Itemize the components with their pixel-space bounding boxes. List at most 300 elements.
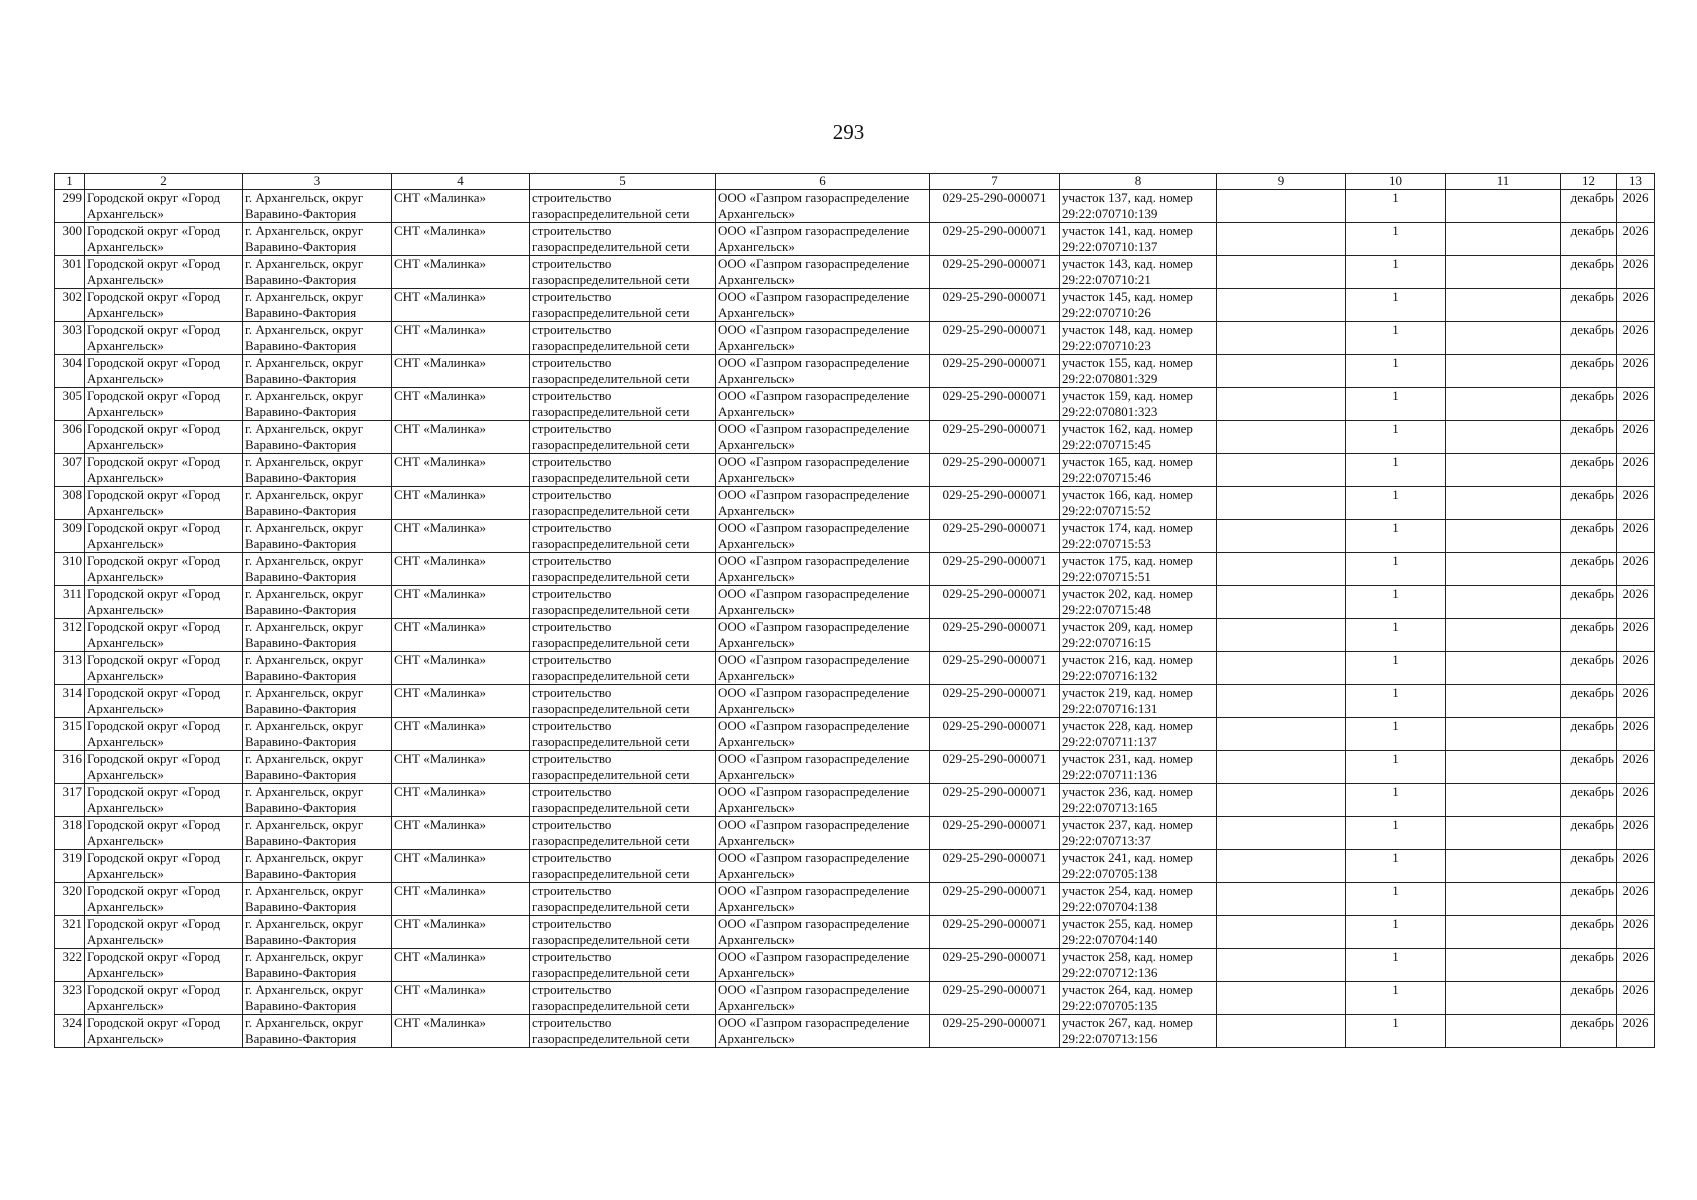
table-cell-empty	[1446, 223, 1561, 256]
table-cell	[530, 982, 716, 1015]
table-cell	[716, 223, 930, 256]
table-row	[55, 289, 1655, 322]
table-cell	[716, 388, 930, 421]
cell-line: ООО «Газпром газораспределение	[718, 619, 910, 634]
cell-line: Варавино-Фактория	[245, 470, 357, 485]
table-cell	[243, 322, 392, 355]
table-cell: 309	[55, 520, 85, 553]
cell-line: Архангельск»	[87, 569, 164, 584]
table-cell	[716, 619, 930, 652]
table-cell	[716, 916, 930, 949]
cell-line: строительство	[532, 685, 612, 700]
table-cell-empty	[1446, 817, 1561, 850]
cell-line: Архангельск»	[87, 998, 164, 1013]
cell-line: ООО «Газпром газораспределение	[718, 916, 910, 931]
cell-line: 29:22:070710:21	[1062, 272, 1151, 287]
table-row	[55, 520, 1655, 553]
table-cell	[1060, 850, 1217, 883]
cell-line: участок 209, кад. номер	[1062, 619, 1193, 634]
cell-line: строительство	[532, 388, 612, 403]
table-cell	[530, 751, 716, 784]
table-cell: 1	[1346, 817, 1446, 850]
cell-line: ООО «Газпром газораспределение	[718, 586, 910, 601]
table-row	[55, 982, 1655, 1015]
table-cell	[716, 190, 930, 223]
table-cell: 2026	[1617, 817, 1655, 850]
cell-line: участок 202, кад. номер	[1062, 586, 1193, 601]
table-cell: 029-25-290-000071	[930, 586, 1060, 619]
table-cell	[716, 949, 930, 982]
page-number: 293	[832, 120, 865, 144]
table-cell: 029-25-290-000071	[930, 454, 1060, 487]
cell-line: участок 143, кад. номер	[1062, 256, 1193, 271]
cell-line: Городской округ «Город	[87, 421, 221, 436]
table-cell	[1060, 949, 1217, 982]
cell-line: Архангельск»	[718, 932, 795, 947]
table-cell-empty	[1217, 916, 1346, 949]
table-cell: 323	[55, 982, 85, 1015]
table-cell-empty	[1446, 322, 1561, 355]
cell-line: ООО «Газпром газораспределение	[718, 487, 910, 502]
cell-line: участок 267, кад. номер	[1062, 1015, 1193, 1030]
cell-line: Городской округ «Город	[87, 949, 221, 964]
cell-line: 29:22:070715:46	[1062, 470, 1151, 485]
cell-line: газораспределительной сети	[532, 536, 690, 551]
table-cell: 029-25-290-000071	[930, 883, 1060, 916]
table-cell: 1	[1346, 652, 1446, 685]
table-cell	[243, 685, 392, 718]
table-cell: 2026	[1617, 784, 1655, 817]
cell-line: Городской округ «Город	[87, 685, 221, 700]
table-cell: декабрь	[1561, 289, 1617, 322]
table-cell	[243, 388, 392, 421]
cell-line: Варавино-Фактория	[245, 734, 357, 749]
cell-line: участок 219, кад. номер	[1062, 685, 1193, 700]
cell-line: газораспределительной сети	[532, 602, 690, 617]
table-cell-empty	[1217, 586, 1346, 619]
table-cell: СНТ «Малинка»	[392, 751, 530, 784]
table-cell: 316	[55, 751, 85, 784]
cell-line: участок 255, кад. номер	[1062, 916, 1193, 931]
cell-line: 29:22:070716:131	[1062, 701, 1158, 716]
table-cell-empty	[1217, 190, 1346, 223]
cell-line: Городской округ «Город	[87, 982, 221, 997]
cell-line: Варавино-Фактория	[245, 965, 357, 980]
table-cell-empty	[1217, 784, 1346, 817]
table-cell: 029-25-290-000071	[930, 388, 1060, 421]
table-cell	[85, 586, 243, 619]
cell-line: Городской округ «Город	[87, 1015, 221, 1030]
table-row	[55, 421, 1655, 454]
table-cell	[85, 982, 243, 1015]
cell-line: Архангельск»	[87, 701, 164, 716]
table-cell: декабрь	[1561, 883, 1617, 916]
table-cell	[530, 850, 716, 883]
cell-line: участок 264, кад. номер	[1062, 982, 1193, 997]
table-cell: 1	[1346, 553, 1446, 586]
table-cell	[1060, 1015, 1217, 1048]
cell-line: участок 159, кад. номер	[1062, 388, 1193, 403]
cell-line: строительство	[532, 784, 612, 799]
table-cell: 2026	[1617, 1015, 1655, 1048]
cell-line: Архангельск»	[87, 371, 164, 386]
cell-line: Городской округ «Город	[87, 355, 221, 370]
table-cell	[530, 289, 716, 322]
table-cell	[716, 487, 930, 520]
cell-line: газораспределительной сети	[532, 338, 690, 353]
cell-line: строительство	[532, 949, 612, 964]
table-cell-empty	[1217, 256, 1346, 289]
table-cell-empty	[1446, 751, 1561, 784]
table-cell	[716, 553, 930, 586]
table-cell: 2026	[1617, 586, 1655, 619]
table-cell	[85, 718, 243, 751]
cell-line: ООО «Газпром газораспределение	[718, 949, 910, 964]
table-cell	[530, 487, 716, 520]
cell-line: газораспределительной сети	[532, 239, 690, 254]
table-cell: 2026	[1617, 949, 1655, 982]
cell-line: газораспределительной сети	[532, 1031, 690, 1046]
table-cell	[530, 454, 716, 487]
table-cell-empty	[1446, 487, 1561, 520]
table-cell	[243, 883, 392, 916]
table-cell	[716, 520, 930, 553]
table-cell: 2026	[1617, 256, 1655, 289]
cell-line: ООО «Газпром газораспределение	[718, 388, 910, 403]
table-cell: декабрь	[1561, 685, 1617, 718]
table-cell: 029-25-290-000071	[930, 685, 1060, 718]
table-cell	[530, 388, 716, 421]
table-cell: 324	[55, 1015, 85, 1048]
cell-line: 29:22:070715:48	[1062, 602, 1151, 617]
table-cell	[243, 553, 392, 586]
cell-line: Архангельск»	[87, 767, 164, 782]
cell-line: Архангельск»	[87, 965, 164, 980]
cell-line: газораспределительной сети	[532, 272, 690, 287]
table-cell: СНТ «Малинка»	[392, 850, 530, 883]
cell-line: Архангельск»	[87, 1031, 164, 1046]
cell-line: Городской округ «Город	[87, 586, 221, 601]
table-cell: 314	[55, 685, 85, 718]
table-cell: СНТ «Малинка»	[392, 949, 530, 982]
table-cell: 320	[55, 883, 85, 916]
table-cell: 2026	[1617, 421, 1655, 454]
table-cell	[716, 586, 930, 619]
table-cell-empty	[1217, 949, 1346, 982]
cell-line: ООО «Газпром газораспределение	[718, 421, 910, 436]
cell-line: Архангельск»	[718, 833, 795, 848]
table-cell: 029-25-290-000071	[930, 850, 1060, 883]
table-cell-empty	[1446, 949, 1561, 982]
table-cell-empty	[1217, 421, 1346, 454]
table-cell	[243, 586, 392, 619]
table-cell	[716, 784, 930, 817]
table-cell	[1060, 355, 1217, 388]
cell-line: Варавино-Фактория	[245, 998, 357, 1013]
table-cell: СНТ «Малинка»	[392, 487, 530, 520]
table-cell	[530, 916, 716, 949]
table-cell-empty	[1217, 652, 1346, 685]
table-cell	[1060, 751, 1217, 784]
table-cell	[1060, 421, 1217, 454]
table-cell: 1	[1346, 322, 1446, 355]
cell-line: Архангельск»	[718, 569, 795, 584]
cell-line: Архангельск»	[87, 470, 164, 485]
cell-line: г. Архангельск, округ	[245, 784, 364, 799]
cell-line: Городской округ «Город	[87, 520, 221, 535]
table-cell: 029-25-290-000071	[930, 817, 1060, 850]
cell-line: ООО «Газпром газораспределение	[718, 520, 910, 535]
table-row	[55, 949, 1655, 982]
cell-line: участок 137, кад. номер	[1062, 190, 1193, 205]
table-cell	[85, 256, 243, 289]
table-cell	[1060, 784, 1217, 817]
cell-line: газораспределительной сети	[532, 470, 690, 485]
cell-line: Архангельск»	[87, 536, 164, 551]
cell-line: газораспределительной сети	[532, 866, 690, 881]
table-cell: 317	[55, 784, 85, 817]
cell-line: Варавино-Фактория	[245, 800, 357, 815]
cell-line: ООО «Газпром газораспределение	[718, 454, 910, 469]
cell-line: газораспределительной сети	[532, 998, 690, 1013]
cell-line: Архангельск»	[718, 767, 795, 782]
cell-line: ООО «Газпром газораспределение	[718, 883, 910, 898]
table-cell-empty	[1217, 553, 1346, 586]
table-cell-empty	[1217, 718, 1346, 751]
table-cell-empty	[1217, 685, 1346, 718]
cell-line: Архангельск»	[718, 800, 795, 815]
cell-line: ООО «Газпром газораспределение	[718, 685, 910, 700]
table-row	[55, 916, 1655, 949]
cell-line: строительство	[532, 289, 612, 304]
table-cell: 029-25-290-000071	[930, 652, 1060, 685]
cell-line: участок 231, кад. номер	[1062, 751, 1193, 766]
table-cell-empty	[1217, 289, 1346, 322]
table-cell	[243, 949, 392, 982]
cell-line: 29:22:070704:138	[1062, 899, 1158, 914]
column-header: 6	[716, 174, 930, 190]
cell-line: Архангельск»	[87, 932, 164, 947]
cell-line: Городской округ «Город	[87, 388, 221, 403]
table-cell: СНТ «Малинка»	[392, 652, 530, 685]
cell-line: газораспределительной сети	[532, 371, 690, 386]
table-cell	[716, 850, 930, 883]
cell-line: участок 241, кад. номер	[1062, 850, 1193, 865]
table-cell: 1	[1346, 355, 1446, 388]
cell-line: Варавино-Фактория	[245, 833, 357, 848]
table-row	[55, 586, 1655, 619]
cell-line: Городской округ «Город	[87, 916, 221, 931]
table-cell: 2026	[1617, 355, 1655, 388]
table-row	[55, 454, 1655, 487]
cell-line: г. Архангельск, округ	[245, 1015, 364, 1030]
cell-line: строительство	[532, 520, 612, 535]
table-cell	[243, 784, 392, 817]
table-cell	[1060, 883, 1217, 916]
cell-line: Архангельск»	[718, 371, 795, 386]
table-cell: 1	[1346, 982, 1446, 1015]
cell-line: строительство	[532, 586, 612, 601]
cell-line: ООО «Газпром газораспределение	[718, 784, 910, 799]
table-cell: 029-25-290-000071	[930, 982, 1060, 1015]
cell-line: Архангельск»	[87, 635, 164, 650]
column-header: 7	[930, 174, 1060, 190]
table-cell: 2026	[1617, 553, 1655, 586]
cell-line: участок 258, кад. номер	[1062, 949, 1193, 964]
table-cell	[243, 223, 392, 256]
table-cell: 318	[55, 817, 85, 850]
cell-line: Городской округ «Город	[87, 652, 221, 667]
table-cell: 029-25-290-000071	[930, 289, 1060, 322]
table-cell	[530, 256, 716, 289]
table-cell	[243, 454, 392, 487]
cell-line: Архангельск»	[718, 404, 795, 419]
cell-line: Архангельск»	[87, 503, 164, 518]
cell-line: г. Архангельск, округ	[245, 586, 364, 601]
cell-line: Варавино-Фактория	[245, 239, 357, 254]
cell-line: строительство	[532, 718, 612, 733]
table-cell-empty	[1446, 883, 1561, 916]
table-cell-empty	[1217, 982, 1346, 1015]
cell-line: г. Архангельск, округ	[245, 718, 364, 733]
table-cell	[243, 487, 392, 520]
table-cell	[530, 355, 716, 388]
cell-line: строительство	[532, 850, 612, 865]
cell-line: Архангельск»	[718, 668, 795, 683]
table-cell: 2026	[1617, 223, 1655, 256]
cell-line: Архангельск»	[718, 206, 795, 221]
table-cell: декабрь	[1561, 718, 1617, 751]
table-cell	[85, 487, 243, 520]
table-cell: декабрь	[1561, 817, 1617, 850]
table-cell: 1	[1346, 454, 1446, 487]
table-cell: 1	[1346, 751, 1446, 784]
cell-line: участок 237, кад. номер	[1062, 817, 1193, 832]
table-cell: 315	[55, 718, 85, 751]
cell-line: Архангельск»	[87, 602, 164, 617]
table-cell: декабрь	[1561, 784, 1617, 817]
table-cell	[85, 916, 243, 949]
cell-line: г. Архангельск, округ	[245, 454, 364, 469]
cell-line: Варавино-Фактория	[245, 404, 357, 419]
table-cell: СНТ «Малинка»	[392, 817, 530, 850]
cell-line: Городской округ «Город	[87, 619, 221, 634]
table-cell: 322	[55, 949, 85, 982]
table-cell: 1	[1346, 916, 1446, 949]
table-cell-empty	[1446, 553, 1561, 586]
table-cell	[85, 652, 243, 685]
cell-line: Архангельск»	[718, 965, 795, 980]
table-cell: 301	[55, 256, 85, 289]
table-cell	[85, 751, 243, 784]
table-row	[55, 718, 1655, 751]
table-row	[55, 784, 1655, 817]
cell-line: строительство	[532, 256, 612, 271]
cell-line: Варавино-Фактория	[245, 668, 357, 683]
table-cell: 029-25-290-000071	[930, 256, 1060, 289]
table-cell: СНТ «Малинка»	[392, 355, 530, 388]
cell-line: ООО «Газпром газораспределение	[718, 190, 910, 205]
cell-line: 29:22:070711:136	[1062, 767, 1157, 782]
table-cell-empty	[1217, 850, 1346, 883]
table-cell	[85, 817, 243, 850]
cell-line: газораспределительной сети	[532, 800, 690, 815]
table-cell: 308	[55, 487, 85, 520]
cell-line: Варавино-Фактория	[245, 932, 357, 947]
table-cell: 029-25-290-000071	[930, 355, 1060, 388]
table-cell: 2026	[1617, 190, 1655, 223]
table-cell	[85, 784, 243, 817]
cell-line: ООО «Газпром газораспределение	[718, 652, 910, 667]
table-cell-empty	[1217, 487, 1346, 520]
table-cell-empty	[1446, 1015, 1561, 1048]
cell-line: Варавино-Фактория	[245, 305, 357, 320]
table-cell	[243, 289, 392, 322]
table-cell	[530, 190, 716, 223]
table-cell: СНТ «Малинка»	[392, 619, 530, 652]
table-cell	[1060, 223, 1217, 256]
cell-line: Варавино-Фактория	[245, 206, 357, 221]
table-cell: 319	[55, 850, 85, 883]
table-cell	[85, 520, 243, 553]
table-cell: 1	[1346, 949, 1446, 982]
cell-line: строительство	[532, 652, 612, 667]
table-row	[55, 553, 1655, 586]
table-cell: 1	[1346, 586, 1446, 619]
table-cell	[530, 784, 716, 817]
table-cell: 2026	[1617, 454, 1655, 487]
cell-line: Варавино-Фактория	[245, 866, 357, 881]
table-row	[55, 355, 1655, 388]
cell-line: 29:22:070713:37	[1062, 833, 1151, 848]
cell-line: 29:22:070705:138	[1062, 866, 1158, 881]
cell-line: г. Архангельск, округ	[245, 520, 364, 535]
table-cell	[243, 421, 392, 454]
cell-line: ООО «Газпром газораспределение	[718, 982, 910, 997]
table-row	[55, 256, 1655, 289]
table-cell: декабрь	[1561, 949, 1617, 982]
table-cell	[1060, 553, 1217, 586]
cell-line: ООО «Газпром газораспределение	[718, 553, 910, 568]
table-cell	[530, 553, 716, 586]
table-cell: СНТ «Малинка»	[392, 685, 530, 718]
cell-line: ООО «Газпром газораспределение	[718, 718, 910, 733]
table-cell	[243, 256, 392, 289]
cell-line: Архангельск»	[718, 470, 795, 485]
table-cell: 2026	[1617, 916, 1655, 949]
cell-line: строительство	[532, 982, 612, 997]
cell-line: Варавино-Фактория	[245, 437, 357, 452]
table-cell	[1060, 817, 1217, 850]
cell-line: г. Архангельск, округ	[245, 817, 364, 832]
cell-line: 29:22:070712:136	[1062, 965, 1158, 980]
cell-line: строительство	[532, 190, 612, 205]
cell-line: г. Архангельск, округ	[245, 685, 364, 700]
table-cell	[85, 322, 243, 355]
table-cell	[530, 223, 716, 256]
cell-line: Варавино-Фактория	[245, 767, 357, 782]
cell-line: газораспределительной сети	[532, 305, 690, 320]
table-cell: СНТ «Малинка»	[392, 190, 530, 223]
cell-line: Городской округ «Город	[87, 289, 221, 304]
cell-line: г. Архангельск, округ	[245, 487, 364, 502]
table-cell	[530, 322, 716, 355]
table-cell: 029-25-290-000071	[930, 553, 1060, 586]
cell-line: Архангельск»	[87, 338, 164, 353]
cell-line: г. Архангельск, округ	[245, 289, 364, 304]
table-cell: СНТ «Малинка»	[392, 916, 530, 949]
table-cell-empty	[1446, 652, 1561, 685]
